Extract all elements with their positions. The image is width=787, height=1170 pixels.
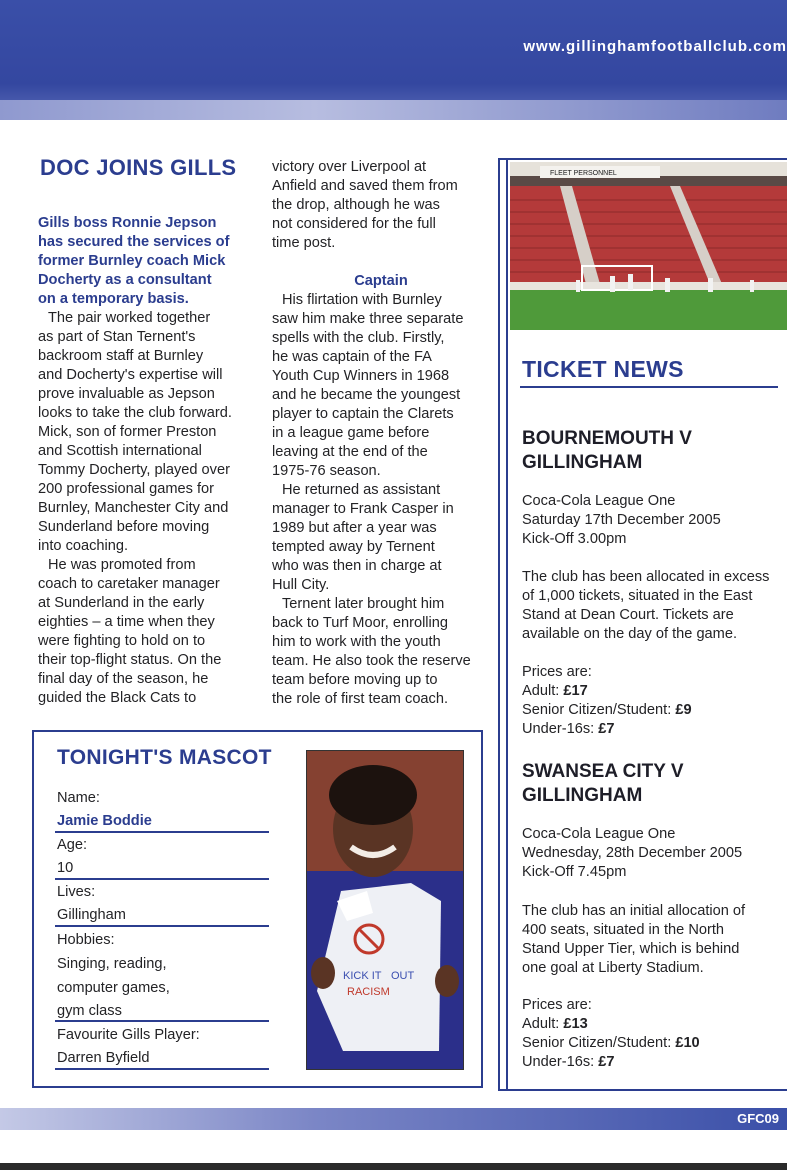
price-senior: £9 bbox=[675, 702, 692, 718]
article-title: DOC JOINS GILLS bbox=[40, 155, 237, 180]
price-under16: £7 bbox=[598, 721, 615, 737]
ticket-news-title: TICKET NEWS bbox=[522, 356, 684, 382]
mascot-name-label: Name: bbox=[57, 790, 100, 806]
fixture-prices: Prices are: Adult: £17 Senior Citizen/Student: £9 Under-16s: £7 bbox=[522, 664, 692, 737]
bottom-edge bbox=[0, 1163, 787, 1170]
header-banner bbox=[0, 0, 787, 120]
article-paragraph: His flirtation with Burnley saw him make three separate spells with the club. Firstly, he was captain of the FA Youth Cup Winners in 1968 and he became the youngest player to captain the Clarets in a league game before leaving at the end of the 1975-76 season. bbox=[272, 292, 464, 479]
mascot-photo bbox=[306, 750, 464, 1070]
fixture-allocation: The club has been allocated in excess of 1,000 tickets, situated in the East Stand at Dean Court. Tickets are available on the day of the game. bbox=[522, 569, 770, 642]
fixture-title: BOURNEMOUTH V GILLINGHAM bbox=[522, 428, 692, 473]
footer-bar bbox=[0, 1108, 787, 1130]
header-stripe bbox=[0, 100, 787, 120]
fixture-details: Coca-Cola League One Saturday 17th December 2005 Kick-Off 3.00pm bbox=[522, 493, 721, 547]
field-underline bbox=[55, 1068, 269, 1070]
price-adult: £17 bbox=[563, 683, 588, 699]
field-underline bbox=[55, 831, 269, 833]
article-standfirst: Gills boss Ronnie Jepson has secured the services of former Burnley coach Mick Docherty as a consultant on a temporary basis. bbox=[38, 215, 230, 307]
article-paragraph-continued: victory over Liverpool at Anfield and saved them from the drop, although he was not considered for the full time post. bbox=[272, 159, 458, 251]
fixture-allocation: The club has an initial allocation of 400 seats, situated in the North Stand Upper Tier, which is behind one goal at Liberty Stadium. bbox=[522, 903, 746, 976]
mascot-age: 10 bbox=[57, 860, 74, 876]
shirt-text: RACISM bbox=[347, 986, 390, 998]
price-under16: £7 bbox=[598, 1054, 615, 1070]
mascot-hobbies-label: Hobbies: bbox=[57, 932, 115, 948]
field-underline bbox=[55, 925, 269, 927]
mascot-hobbies-line: computer games, bbox=[57, 980, 170, 996]
article-paragraph: Ternent later brought him back to Turf Moor, enrolling him to work with the youth team. He also took the reserve team before moving up to the role of first team coach. bbox=[272, 596, 471, 707]
panel-inner-edge bbox=[506, 160, 508, 1089]
mascot-name: Jamie Boddie bbox=[57, 813, 152, 829]
article-paragraph: The pair worked together as part of Stan Ternent's backroom staff at Burnley and Docherty's expertise will prove invaluable as Jepson looks to take the club forward. Mick, son of former Preston and Scottish international Tommy Docherty, played over 200 professional games for Burnley, Manchester City and Sunderland before moving into coaching. bbox=[38, 310, 232, 554]
field-underline bbox=[55, 1020, 269, 1022]
shirt-text: OUT bbox=[391, 970, 415, 982]
stadium-photo bbox=[510, 162, 787, 330]
article-paragraph: He was promoted from coach to caretaker manager at Sunderland in the early eighties – a time when they were fighting to hold on to their top-flight status. On the final day of the season, he guided the Black Cats to bbox=[38, 557, 222, 706]
mascot-player-label: Favourite Gills Player: bbox=[57, 1027, 200, 1043]
mascot-title: TONIGHT'S MASCOT bbox=[57, 746, 272, 769]
mascot-hobbies-line: Singing, reading, bbox=[57, 956, 167, 972]
article-column-1 bbox=[38, 214, 258, 708]
article-subhead: Captain bbox=[354, 273, 408, 289]
article-column-2 bbox=[272, 158, 490, 709]
mascot-hobbies-line: gym class bbox=[57, 1003, 122, 1019]
page-number: GFC09 bbox=[737, 1111, 779, 1126]
field-underline bbox=[55, 878, 269, 880]
mascot-age-label: Age: bbox=[57, 837, 88, 853]
mascot-lives: Gillingham bbox=[57, 907, 126, 923]
mascot-lives-label: Lives: bbox=[57, 884, 96, 900]
stadium-banner-text: FLEET PERSONNEL bbox=[550, 170, 617, 177]
article-paragraph: He returned as assistant manager to Frank Casper in 1989 but after a year was tempted away by Ternent who was then in charge at Hull City. bbox=[272, 482, 454, 593]
fixture-prices: Prices are: Adult: £13 Senior Citizen/Student: £10 Under-16s: £7 bbox=[522, 997, 700, 1070]
shirt-text: KICK IT bbox=[343, 970, 382, 982]
fixture-title: SWANSEA CITY V GILLINGHAM bbox=[522, 761, 684, 806]
ticket-news-rule bbox=[520, 386, 778, 388]
price-adult: £13 bbox=[563, 1016, 588, 1032]
price-senior: £10 bbox=[675, 1035, 700, 1051]
fixture-details: Coca-Cola League One Wednesday, 28th December 2005 Kick-Off 7.45pm bbox=[522, 826, 743, 880]
website-url[interactable]: www.gillinghamfootballclub.com bbox=[523, 38, 787, 55]
mascot-player: Darren Byfield bbox=[57, 1050, 150, 1066]
